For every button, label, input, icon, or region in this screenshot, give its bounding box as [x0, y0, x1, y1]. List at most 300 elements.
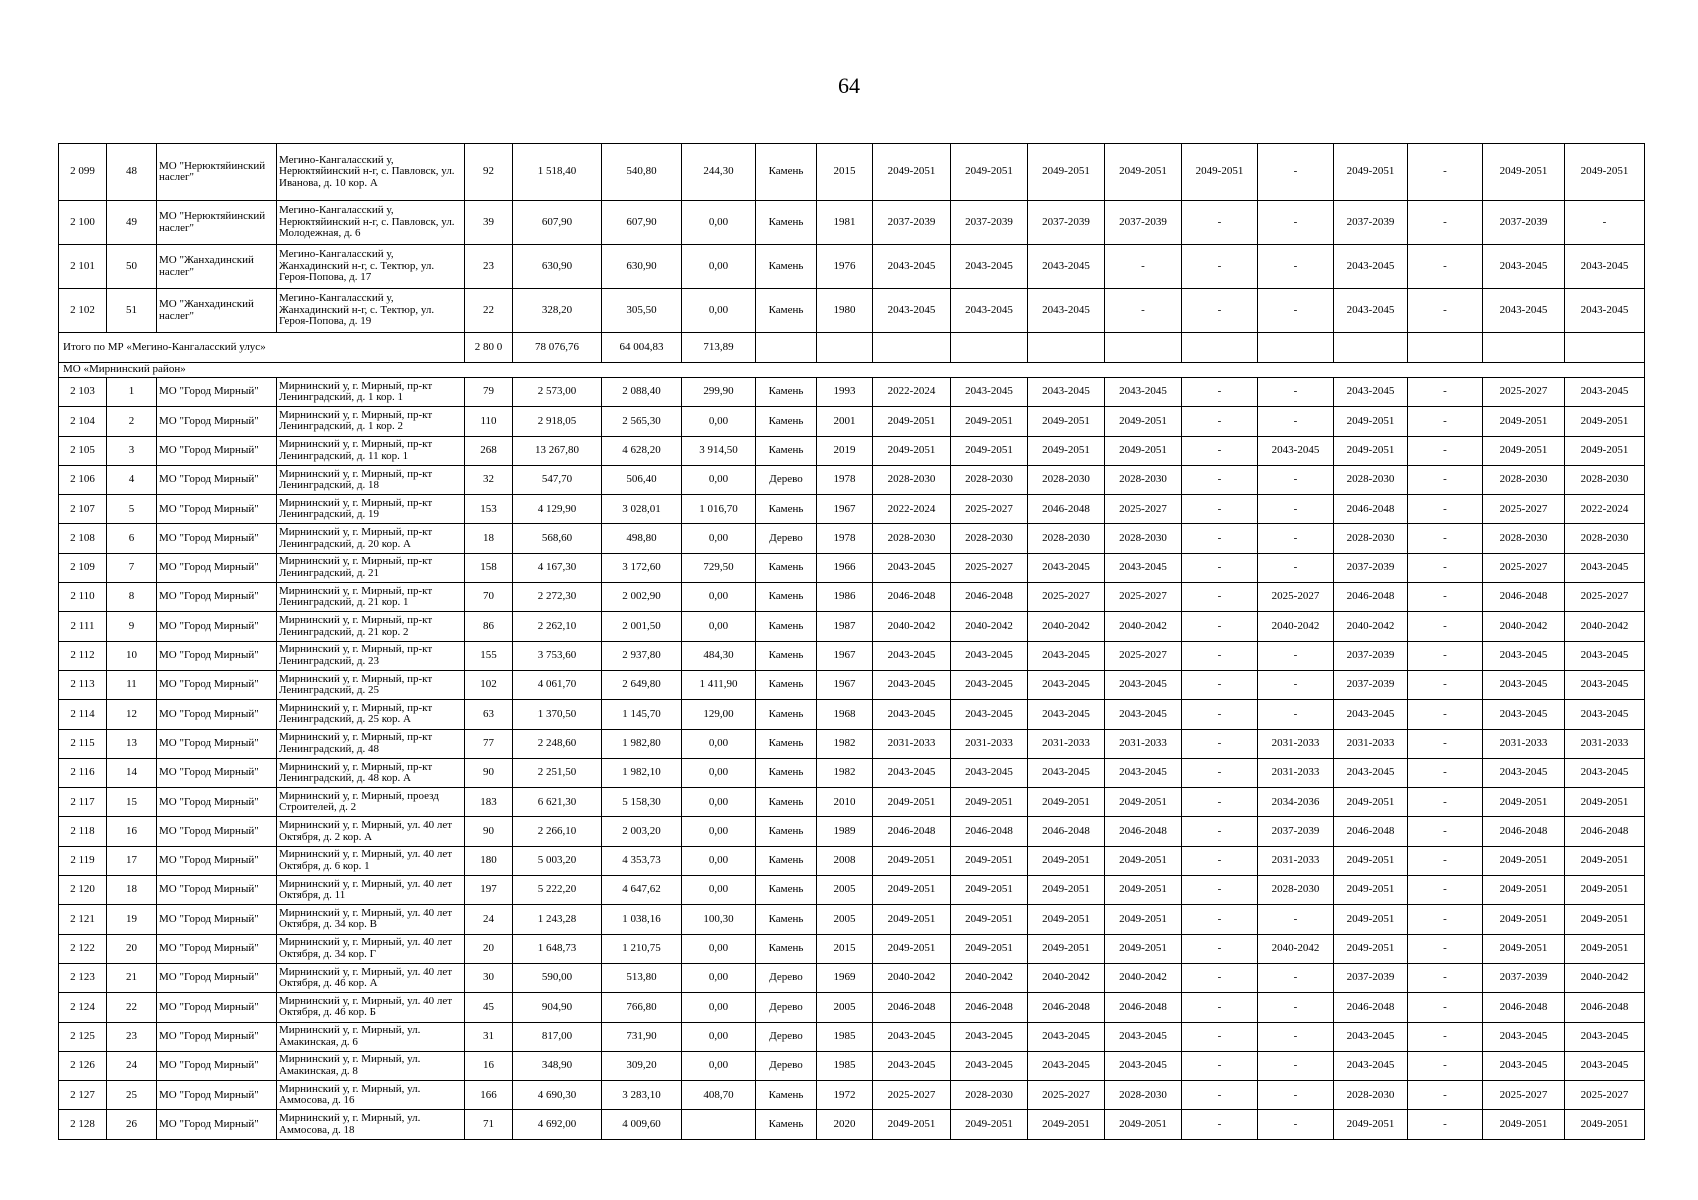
- living-area-cell: 5 158,30: [602, 788, 682, 817]
- repair-period-c5: -: [1182, 1110, 1258, 1139]
- repair-period-c10: 2049-2051: [1565, 876, 1645, 905]
- repair-period-c6: -: [1258, 553, 1334, 582]
- repair-period-c5: -: [1182, 289, 1258, 333]
- wall-material-cell: Камень: [756, 788, 817, 817]
- residents-cell: 18: [465, 524, 513, 553]
- repair-period-c7: 2043-2045: [1334, 1051, 1408, 1080]
- repair-period-c10: 2043-2045: [1565, 758, 1645, 787]
- repair-period-c1: 2043-2045: [873, 553, 951, 582]
- living-area-cell: 4 353,73: [602, 846, 682, 875]
- municipality-cell: МО "Нерюктяйинский наслег": [157, 201, 277, 245]
- address-cell: Мирнинский у, г. Мирный, ул. Аммосова, д. 18: [277, 1110, 465, 1139]
- nonliving-area-cell: 0,00: [682, 758, 756, 787]
- repair-period-c6: -: [1258, 1110, 1334, 1139]
- address-cell: Мирнинский у, г. Мирный, пр-кт Ленинградский, д. 20 кор. А: [277, 524, 465, 553]
- living-area-cell: 3 172,60: [602, 553, 682, 582]
- repair-period-c1: 2049-2051: [873, 876, 951, 905]
- nonliving-area-cell: 0,00: [682, 245, 756, 289]
- municipality-cell: МО "Город Мирный": [157, 553, 277, 582]
- row-number: 2 100: [59, 201, 107, 245]
- nonliving-area-cell: 0,00: [682, 788, 756, 817]
- repair-period-c6: -: [1258, 378, 1334, 407]
- repair-period-c8: -: [1408, 1022, 1483, 1051]
- municipality-cell: МО "Город Мирный": [157, 1022, 277, 1051]
- living-area-cell: 513,80: [602, 963, 682, 992]
- total-area-cell: 348,90: [513, 1051, 602, 1080]
- repair-period-c7: 2037-2039: [1334, 201, 1408, 245]
- repair-period-c7: 2046-2048: [1334, 495, 1408, 524]
- repair-period-c3: 2025-2027: [1028, 583, 1105, 612]
- repair-period-c5: -: [1182, 788, 1258, 817]
- repair-period-c9: 2043-2045: [1483, 1022, 1565, 1051]
- living-area-cell: 4 009,60: [602, 1110, 682, 1139]
- row-number: 2 110: [59, 583, 107, 612]
- repair-period-c2: 2049-2051: [951, 144, 1028, 201]
- municipality-cell: МО "Город Мирный": [157, 758, 277, 787]
- repair-period-c2: 2049-2051: [951, 876, 1028, 905]
- repair-period-c3: 2043-2045: [1028, 700, 1105, 729]
- nonliving-area-cell: 484,30: [682, 641, 756, 670]
- build-year-cell: 1993: [817, 378, 873, 407]
- residents-cell: 92: [465, 144, 513, 201]
- table-row: [59, 524, 1645, 553]
- living-area-cell: 1 982,80: [602, 729, 682, 758]
- address-cell: Мирнинский у, г. Мирный, пр-кт Ленинградский, д. 48: [277, 729, 465, 758]
- repair-period-c5: -: [1182, 553, 1258, 582]
- residents-cell: 31: [465, 1022, 513, 1051]
- repair-period-c7: 2043-2045: [1334, 1022, 1408, 1051]
- total-area-cell: 13 267,80: [513, 436, 602, 465]
- repair-period-c9: 2025-2027: [1483, 495, 1565, 524]
- repair-period-c10: 2043-2045: [1565, 700, 1645, 729]
- row-index: 20: [107, 934, 157, 963]
- address-cell: Мирнинский у, г. Мирный, пр-кт Ленинградский, д. 1 кор. 2: [277, 407, 465, 436]
- row-number: 2 126: [59, 1051, 107, 1080]
- wall-material-cell: Камень: [756, 817, 817, 846]
- empty-cell: [1028, 333, 1105, 363]
- residents-cell: 30: [465, 963, 513, 992]
- repair-period-c8: -: [1408, 963, 1483, 992]
- row-number: 2 111: [59, 612, 107, 641]
- address-cell: Мирнинский у, г. Мирный, пр-кт Ленинградский, д. 23: [277, 641, 465, 670]
- repair-period-c8: -: [1408, 407, 1483, 436]
- repair-period-c4: 2043-2045: [1105, 1051, 1182, 1080]
- repair-period-c8: -: [1408, 700, 1483, 729]
- repair-period-c8: -: [1408, 1051, 1483, 1080]
- table-row: [59, 641, 1645, 670]
- repair-period-c8: -: [1408, 934, 1483, 963]
- residents-cell: 39: [465, 201, 513, 245]
- repair-period-c3: 2046-2048: [1028, 495, 1105, 524]
- repair-period-c8: -: [1408, 289, 1483, 333]
- residents-cell: 45: [465, 993, 513, 1022]
- total-area-cell: 817,00: [513, 1022, 602, 1051]
- repair-period-c6: 2031-2033: [1258, 729, 1334, 758]
- table-body-top: [59, 144, 1645, 333]
- address-cell: Мирнинский у, г. Мирный, ул. Амакинская, д. 8: [277, 1051, 465, 1080]
- total-area-cell: 2 251,50: [513, 758, 602, 787]
- total-area-cell: 4 690,30: [513, 1081, 602, 1110]
- nonliving-area-cell: 244,30: [682, 144, 756, 201]
- table-row: [59, 846, 1645, 875]
- nonliving-area-cell: 0,00: [682, 465, 756, 494]
- row-index: 18: [107, 876, 157, 905]
- repair-period-c2: 2028-2030: [951, 1081, 1028, 1110]
- repair-period-c4: 2049-2051: [1105, 934, 1182, 963]
- address-cell: Мирнинский у, г. Мирный, пр-кт Ленинградский, д. 21: [277, 553, 465, 582]
- table-row: [59, 553, 1645, 582]
- municipality-cell: МО "Город Мирный": [157, 407, 277, 436]
- repair-period-c1: 2046-2048: [873, 817, 951, 846]
- row-number: 2 112: [59, 641, 107, 670]
- repair-period-c2: 2046-2048: [951, 993, 1028, 1022]
- residents-cell: 102: [465, 670, 513, 699]
- repair-period-c4: 2043-2045: [1105, 670, 1182, 699]
- row-number: 2 103: [59, 378, 107, 407]
- total-total-area: 78 076,76: [513, 333, 602, 363]
- row-index: 4: [107, 465, 157, 494]
- municipality-cell: МО "Город Мирный": [157, 465, 277, 494]
- repair-period-c5: -: [1182, 700, 1258, 729]
- residents-cell: 24: [465, 905, 513, 934]
- residents-cell: 180: [465, 846, 513, 875]
- table-row: [59, 583, 1645, 612]
- build-year-cell: 1967: [817, 670, 873, 699]
- repair-period-c5: -: [1182, 876, 1258, 905]
- repair-period-c6: -: [1258, 905, 1334, 934]
- row-index: 49: [107, 201, 157, 245]
- wall-material-cell: Камень: [756, 289, 817, 333]
- living-area-cell: 309,20: [602, 1051, 682, 1080]
- repair-period-c4: 2049-2051: [1105, 407, 1182, 436]
- row-number: 2 119: [59, 846, 107, 875]
- residents-cell: 86: [465, 612, 513, 641]
- table-row: [59, 1081, 1645, 1110]
- empty-cell: [873, 333, 951, 363]
- total-area-cell: 547,70: [513, 465, 602, 494]
- wall-material-cell: Дерево: [756, 465, 817, 494]
- repair-period-c1: 2037-2039: [873, 201, 951, 245]
- repair-period-c8: -: [1408, 144, 1483, 201]
- nonliving-area-cell: 0,00: [682, 612, 756, 641]
- repair-period-c2: 2043-2045: [951, 245, 1028, 289]
- municipality-cell: МО "Город Мирный": [157, 963, 277, 992]
- repair-period-c8: -: [1408, 612, 1483, 641]
- address-cell: Мирнинский у, г. Мирный, пр-кт Ленинградский, д. 18: [277, 465, 465, 494]
- repair-period-c8: -: [1408, 905, 1483, 934]
- row-number: 2 117: [59, 788, 107, 817]
- repair-period-c7: 2049-2051: [1334, 876, 1408, 905]
- empty-cell: [1565, 333, 1645, 363]
- repair-period-c5: -: [1182, 495, 1258, 524]
- living-area-cell: 506,40: [602, 465, 682, 494]
- nonliving-area-cell: 0,00: [682, 201, 756, 245]
- repair-period-c4: 2037-2039: [1105, 201, 1182, 245]
- address-cell: Мирнинский у, г. Мирный, ул. 40 лет Октября, д. 34 кор. Г: [277, 934, 465, 963]
- build-year-cell: 2015: [817, 144, 873, 201]
- nonliving-area-cell: 1 411,90: [682, 670, 756, 699]
- repair-period-c4: 2049-2051: [1105, 788, 1182, 817]
- living-area-cell: 2 001,50: [602, 612, 682, 641]
- address-cell: Мирнинский у, г. Мирный, пр-кт Ленинградский, д. 21 кор. 2: [277, 612, 465, 641]
- row-index: 7: [107, 553, 157, 582]
- municipality-cell: МО "Город Мирный": [157, 524, 277, 553]
- repair-period-c9: 2049-2051: [1483, 436, 1565, 465]
- repair-period-c5: -: [1182, 378, 1258, 407]
- repair-period-c7: 2049-2051: [1334, 407, 1408, 436]
- repair-period-c3: 2043-2045: [1028, 378, 1105, 407]
- municipality-cell: МО "Город Мирный": [157, 700, 277, 729]
- nonliving-area-cell: 0,00: [682, 963, 756, 992]
- repair-period-c1: 2022-2024: [873, 495, 951, 524]
- repair-period-c10: 2043-2045: [1565, 1022, 1645, 1051]
- repair-period-c3: 2049-2051: [1028, 436, 1105, 465]
- nonliving-area-cell: 0,00: [682, 1022, 756, 1051]
- residents-cell: 32: [465, 465, 513, 494]
- living-area-cell: 1 982,10: [602, 758, 682, 787]
- repair-period-c10: 2031-2033: [1565, 729, 1645, 758]
- repair-period-c1: 2049-2051: [873, 436, 951, 465]
- repair-period-c1: 2043-2045: [873, 289, 951, 333]
- municipality-cell: МО "Жанхадинский наслег": [157, 289, 277, 333]
- repair-period-c6: 2031-2033: [1258, 846, 1334, 875]
- row-number: 2 122: [59, 934, 107, 963]
- municipality-cell: МО "Город Мирный": [157, 846, 277, 875]
- row-number: 2 124: [59, 993, 107, 1022]
- total-area-cell: 568,60: [513, 524, 602, 553]
- residents-cell: 16: [465, 1051, 513, 1080]
- row-index: 50: [107, 245, 157, 289]
- repair-period-c1: 2040-2042: [873, 612, 951, 641]
- repair-period-c1: 2043-2045: [873, 670, 951, 699]
- repair-period-c9: 2046-2048: [1483, 993, 1565, 1022]
- living-area-cell: 630,90: [602, 245, 682, 289]
- residents-cell: 197: [465, 876, 513, 905]
- row-number: 2 115: [59, 729, 107, 758]
- repair-period-c2: 2028-2030: [951, 524, 1028, 553]
- repair-period-c8: -: [1408, 670, 1483, 699]
- repair-period-c7: 2049-2051: [1334, 436, 1408, 465]
- row-index: 48: [107, 144, 157, 201]
- build-year-cell: 2010: [817, 788, 873, 817]
- repair-period-c10: 2049-2051: [1565, 934, 1645, 963]
- repair-period-c1: 2049-2051: [873, 1110, 951, 1139]
- nonliving-area-cell: 0,00: [682, 524, 756, 553]
- repair-period-c6: -: [1258, 641, 1334, 670]
- repair-period-c6: -: [1258, 993, 1334, 1022]
- repair-period-c9: 2049-2051: [1483, 905, 1565, 934]
- row-number: 2 108: [59, 524, 107, 553]
- table-row: [59, 729, 1645, 758]
- build-year-cell: 2020: [817, 1110, 873, 1139]
- total-area-cell: 5 003,20: [513, 846, 602, 875]
- repair-period-c1: 2046-2048: [873, 583, 951, 612]
- repair-period-c8: -: [1408, 817, 1483, 846]
- repair-period-c7: 2049-2051: [1334, 846, 1408, 875]
- repair-period-c7: 2037-2039: [1334, 670, 1408, 699]
- row-index: 19: [107, 905, 157, 934]
- repair-period-c2: 2043-2045: [951, 1022, 1028, 1051]
- repair-period-c4: 2046-2048: [1105, 993, 1182, 1022]
- address-cell: Мирнинский у, г. Мирный, ул. 40 лет Октября, д. 2 кор. А: [277, 817, 465, 846]
- repair-period-c6: -: [1258, 1051, 1334, 1080]
- repair-period-c3: 2031-2033: [1028, 729, 1105, 758]
- repair-period-c9: 2049-2051: [1483, 876, 1565, 905]
- row-index: 21: [107, 963, 157, 992]
- repair-period-c5: -: [1182, 641, 1258, 670]
- wall-material-cell: Камень: [756, 245, 817, 289]
- empty-cell: [1408, 333, 1483, 363]
- nonliving-area-cell: 0,00: [682, 817, 756, 846]
- row-number: 2 121: [59, 905, 107, 934]
- repair-period-c9: 2025-2027: [1483, 1081, 1565, 1110]
- municipality-cell: МО "Город Мирный": [157, 612, 277, 641]
- repair-period-c2: 2049-2051: [951, 788, 1028, 817]
- nonliving-area-cell: 0,00: [682, 993, 756, 1022]
- repair-period-c1: 2031-2033: [873, 729, 951, 758]
- total-residents: 2 80 0: [465, 333, 513, 363]
- build-year-cell: 1989: [817, 817, 873, 846]
- repair-period-c5: -: [1182, 817, 1258, 846]
- repair-period-c10: 2025-2027: [1565, 583, 1645, 612]
- row-index: 5: [107, 495, 157, 524]
- build-year-cell: 1967: [817, 495, 873, 524]
- repair-period-c10: 2043-2045: [1565, 641, 1645, 670]
- repair-period-c3: 2025-2027: [1028, 1081, 1105, 1110]
- repair-period-c10: 2022-2024: [1565, 495, 1645, 524]
- repair-period-c4: -: [1105, 245, 1182, 289]
- build-year-cell: 2001: [817, 407, 873, 436]
- residents-cell: 20: [465, 934, 513, 963]
- municipality-cell: МО "Город Мирный": [157, 1110, 277, 1139]
- repair-period-c9: 2043-2045: [1483, 289, 1565, 333]
- section-title: МО «Мирнинский район»: [59, 363, 1645, 378]
- table-row: [59, 905, 1645, 934]
- repair-period-c6: 2025-2027: [1258, 583, 1334, 612]
- address-cell: Мирнинский у, г. Мирный, ул. 40 лет Октября, д. 6 кор. 1: [277, 846, 465, 875]
- nonliving-area-cell: 0,00: [682, 407, 756, 436]
- residents-cell: 268: [465, 436, 513, 465]
- repair-period-c4: 2040-2042: [1105, 612, 1182, 641]
- repair-period-c7: 2043-2045: [1334, 378, 1408, 407]
- table-body-main: [59, 378, 1645, 1140]
- repair-period-c8: -: [1408, 641, 1483, 670]
- repair-period-c8: -: [1408, 583, 1483, 612]
- repair-period-c1: 2022-2024: [873, 378, 951, 407]
- repair-period-c4: 2025-2027: [1105, 641, 1182, 670]
- row-index: 12: [107, 700, 157, 729]
- total-area-cell: 2 262,10: [513, 612, 602, 641]
- repair-period-c10: -: [1565, 201, 1645, 245]
- wall-material-cell: Камень: [756, 553, 817, 582]
- table-row: [59, 1110, 1645, 1139]
- repair-period-c6: 2040-2042: [1258, 934, 1334, 963]
- municipality-cell: МО "Город Мирный": [157, 1051, 277, 1080]
- repair-period-c2: 2025-2027: [951, 495, 1028, 524]
- living-area-cell: 3 028,01: [602, 495, 682, 524]
- repair-period-c4: 2049-2051: [1105, 876, 1182, 905]
- wall-material-cell: Камень: [756, 378, 817, 407]
- table-row: [59, 495, 1645, 524]
- total-area-cell: 328,20: [513, 289, 602, 333]
- repair-period-c4: 2049-2051: [1105, 905, 1182, 934]
- table-row: [59, 963, 1645, 992]
- repair-period-c1: 2049-2051: [873, 788, 951, 817]
- address-cell: Мирнинский у, г. Мирный, пр-кт Ленинградский, д. 48 кор. А: [277, 758, 465, 787]
- repair-period-c7: 2037-2039: [1334, 641, 1408, 670]
- repair-period-c6: -: [1258, 1022, 1334, 1051]
- empty-cell: [1334, 333, 1408, 363]
- repair-period-c9: 2046-2048: [1483, 817, 1565, 846]
- repair-period-c2: 2043-2045: [951, 758, 1028, 787]
- repair-period-c10: 2043-2045: [1565, 1051, 1645, 1080]
- repair-period-c3: 2046-2048: [1028, 817, 1105, 846]
- repair-period-c10: 2028-2030: [1565, 465, 1645, 494]
- repair-period-c1: 2043-2045: [873, 700, 951, 729]
- repair-period-c7: 2046-2048: [1334, 993, 1408, 1022]
- repair-period-c8: -: [1408, 378, 1483, 407]
- wall-material-cell: Дерево: [756, 1022, 817, 1051]
- page-number: 64: [838, 73, 860, 98]
- wall-material-cell: Камень: [756, 641, 817, 670]
- empty-cell: [817, 333, 873, 363]
- repair-period-c6: -: [1258, 465, 1334, 494]
- repair-period-c3: 2049-2051: [1028, 876, 1105, 905]
- living-area-cell: 4 628,20: [602, 436, 682, 465]
- wall-material-cell: Камень: [756, 670, 817, 699]
- repair-period-c9: 2049-2051: [1483, 788, 1565, 817]
- repair-period-c1: 2025-2027: [873, 1081, 951, 1110]
- municipality-cell: МО "Город Мирный": [157, 934, 277, 963]
- build-year-cell: 2005: [817, 993, 873, 1022]
- living-area-cell: 2 003,20: [602, 817, 682, 846]
- repair-period-c6: -: [1258, 407, 1334, 436]
- row-index: 17: [107, 846, 157, 875]
- living-area-cell: 3 283,10: [602, 1081, 682, 1110]
- repair-period-c10: 2049-2051: [1565, 407, 1645, 436]
- address-cell: Мирнинский у, г. Мирный, пр-кт Ленинградский, д. 1 кор. 1: [277, 378, 465, 407]
- row-index: 25: [107, 1081, 157, 1110]
- total-area-cell: 1 518,40: [513, 144, 602, 201]
- repair-period-c6: -: [1258, 524, 1334, 553]
- repair-period-c4: 2046-2048: [1105, 817, 1182, 846]
- repair-period-c7: 2049-2051: [1334, 934, 1408, 963]
- repair-period-c6: -: [1258, 289, 1334, 333]
- repair-period-c1: 2043-2045: [873, 1022, 951, 1051]
- repair-period-c3: 2043-2045: [1028, 1022, 1105, 1051]
- address-cell: Мегино-Кангаласский у, Жанхадинский н-г, с. Тектюр, ул. Героя-Попова, д. 17: [277, 245, 465, 289]
- row-index: 24: [107, 1051, 157, 1080]
- repair-period-c5: 2049-2051: [1182, 144, 1258, 201]
- row-index: 22: [107, 993, 157, 1022]
- repair-period-c5: -: [1182, 670, 1258, 699]
- repair-period-c3: 2046-2048: [1028, 993, 1105, 1022]
- repair-period-c8: -: [1408, 876, 1483, 905]
- repair-period-c10: 2049-2051: [1565, 905, 1645, 934]
- repair-period-c9: 2049-2051: [1483, 934, 1565, 963]
- repair-period-c1: 2028-2030: [873, 465, 951, 494]
- repair-period-c4: 2028-2030: [1105, 465, 1182, 494]
- row-index: 2: [107, 407, 157, 436]
- repair-period-c4: 2043-2045: [1105, 700, 1182, 729]
- repair-period-c2: 2043-2045: [951, 641, 1028, 670]
- repair-period-c5: -: [1182, 1081, 1258, 1110]
- repair-period-c10: 2040-2042: [1565, 963, 1645, 992]
- repair-period-c3: 2043-2045: [1028, 670, 1105, 699]
- repair-period-c1: 2043-2045: [873, 245, 951, 289]
- living-area-cell: 2 088,40: [602, 378, 682, 407]
- section-header-row: [59, 363, 1645, 378]
